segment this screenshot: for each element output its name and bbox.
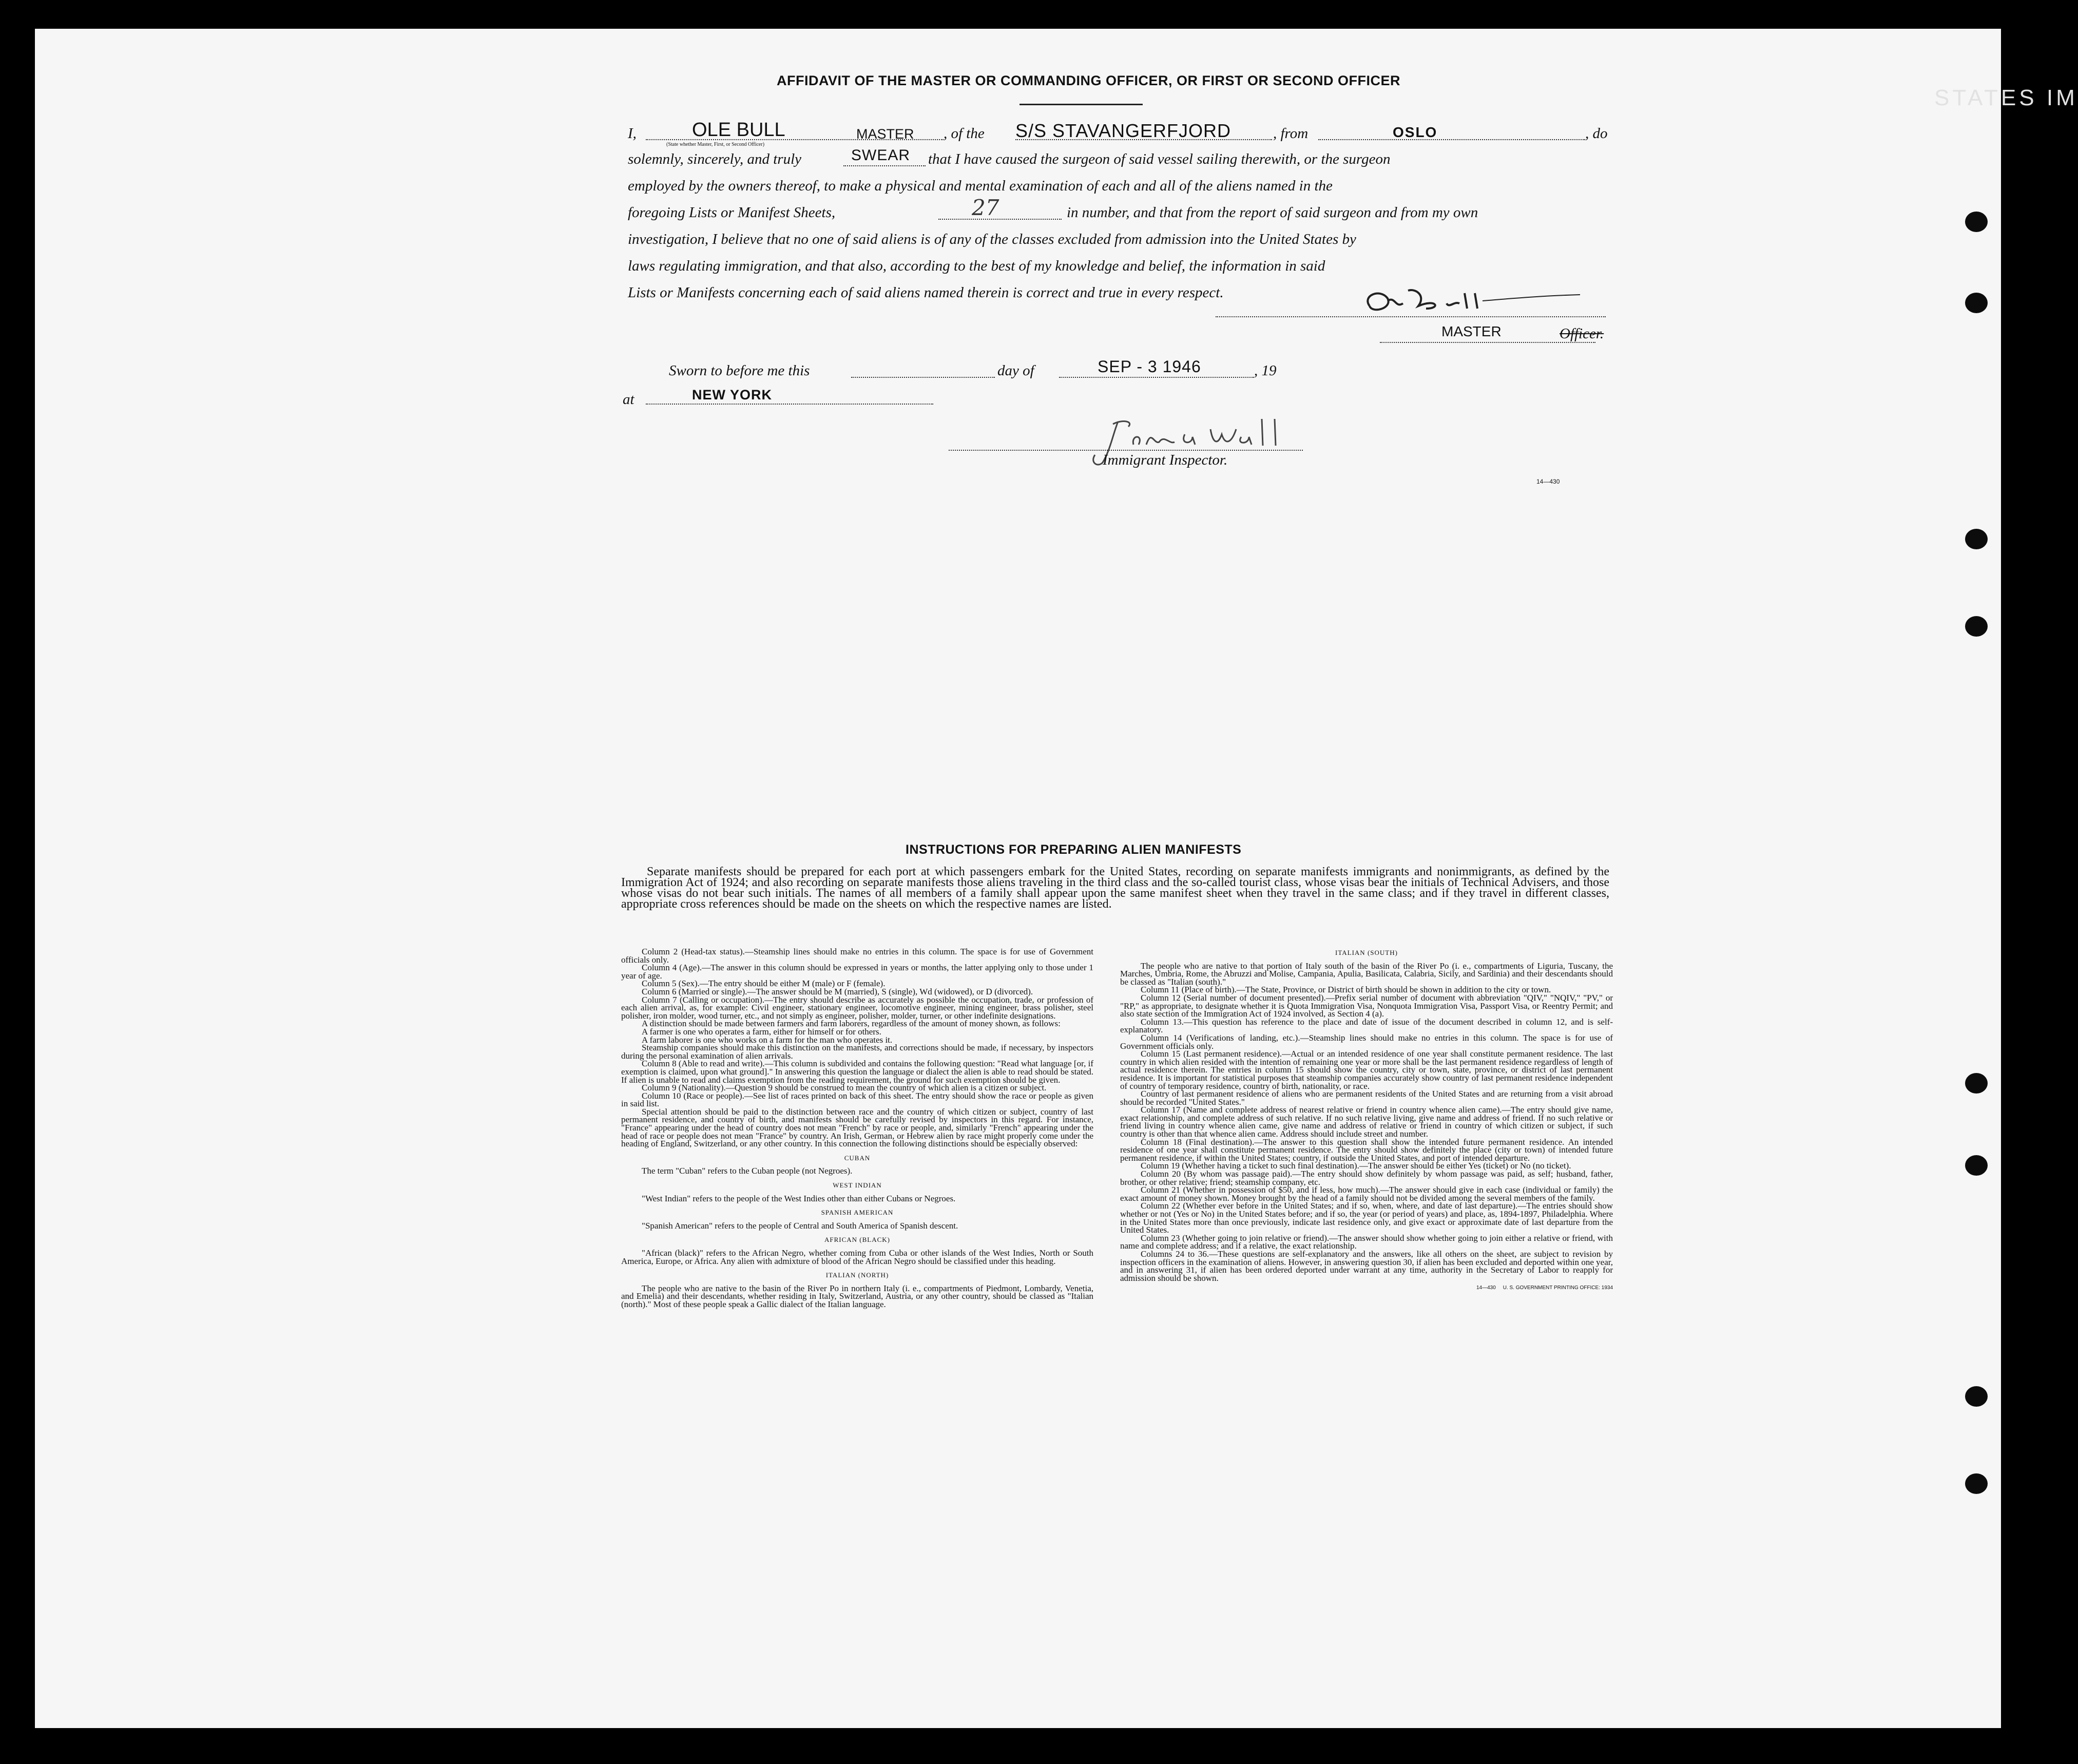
right-para: Column 20 (By whom was passage paid).—The entry should show definitely by whom passage was paid, as self; husband, father, brother, or other relative; friend; steamship company, etc. — [1120, 1169, 1613, 1187]
right-para: Column 21 (Whether in possession of $50, and if less, how much).—The answer should give in each case (individual or family) the exact amount of money shown. Money brought by the head of a family should not be divided among the several members of the family. — [1120, 1185, 1613, 1203]
right-para: The people who are native to that portion of Italy south of the basin of the River Po (i. e., compartments of Liguria, Tuscany, the Marches, Umbria, Rome, the Abruzzi and Molise, Campania, Apulia, Basilicata, Calabria, Sicily, and Sardinia) and their descendants should be classed as "Italian (south)." — [1120, 961, 1613, 987]
footer-form-number: 14—430 — [1476, 1285, 1496, 1291]
day-field-line — [851, 377, 995, 378]
punch-hole — [1965, 1386, 1988, 1407]
section-heading: ITALIAN (SOUTH) — [1335, 949, 1398, 956]
section-heading: SPANISH AMERICAN — [821, 1209, 894, 1217]
line5: investigation, I believe that no one of said aliens is of any of the classes excluded from admission into the United States by — [628, 231, 1356, 247]
section-text: The people who are native to the basin of the River Po in northern Italy (i. e., compartments of Piedmont, Lombardy, Venetia, and Emelia) and their descendants, whether residing in Italy, Switzerland, Austria, or any other country, should be classed as "Italian (north)." Most of these people speak a Gallic dialect of the Italian language. — [621, 1283, 1093, 1309]
right-para: Column 13.—This question has reference to the place and date of issue of the document described in column 12, and is self-explanatory. — [1120, 1017, 1613, 1035]
instructions-left-column — [621, 948, 1093, 1309]
master-name: OLE BULL — [692, 119, 785, 141]
punch-hole — [1965, 1073, 1988, 1094]
left-para: A farm laborer is one who works on a farm for the man who operates it. — [642, 1034, 893, 1045]
left-para: A distinction should be made between farmers and farm laborers, regardless of the amount of money shown, as follows: — [642, 1019, 1061, 1029]
left-para: Column 9 (Nationality).—Question 9 should be construed to mean the country of which alien is a citizen or subject. — [642, 1083, 1047, 1093]
line7: Lists or Manifests concerning each of said aliens named therein is correct and true in every respect. — [628, 284, 1224, 301]
affidavit-i: I, — [628, 125, 637, 142]
left-para: Column 10 (Race or people).—See list of races printed on back of this sheet. The entry should show the race or people as given in said list. — [621, 1090, 1093, 1109]
date-field-line — [1059, 377, 1254, 378]
section-text: "West Indian" refers to the people of the West Indies other than either Cubans or Negroes. — [642, 1193, 956, 1203]
left-para: Steamship companies should make this distinction on the manifests, and corrections should be made, if necessary, by inspectors during the personal examination of alien arrivals. — [621, 1043, 1093, 1061]
vessel-name: S/S STAVANGERFJORD — [1015, 120, 1232, 141]
instructions-intro: Separate manifests should be prepared for each port at which passengers embark for the United States, recording on separate manifests immigrants and nonimmigrants, as defined by the Immigration Act of 1924; and also recording on separate manifests those aliens traveling in the third class and the so-called tourist class, whose visas bear the initials of Technical Advisers, and those whose visas do not bear such initials. The names of all members of a family shall appear upon the same manifest sheet when they travel in the same class; and if they travel in different classes, appropriate cross references should be made on the sheets on which the respective names are listed. — [621, 865, 1609, 911]
section-text: "Spanish American" refers to the people of Central and South America of Spanish descent. — [642, 1220, 958, 1231]
section-heading: ITALIAN (NORTH) — [825, 1271, 889, 1279]
footer-printer: U. S. GOVERNMENT PRINTING OFFICE: 1934 — [1503, 1285, 1613, 1291]
inspector-line — [949, 450, 1303, 451]
punch-hole — [1965, 616, 1988, 637]
day-of-text: day of — [997, 362, 1034, 379]
right-para: Column 14 (Verifications of landing, etc.).—Steamship lines should make no entries in this column. The space is for use of Government officials only. — [1120, 1032, 1613, 1051]
right-para: Column 18 (Final destination).—The answer to this question shall show the intended future permanent residence. An intended residence of one year shall constitute permanent residence. The entry should show definitely the place (city or town) of intended future permanent residence, if within the United States; country, if outside the United States, and port of intended departure. — [1120, 1137, 1613, 1163]
left-para: Column 7 (Calling or occupation).—The entry should describe as accurately as possible the occupation, trade, or profession of each alien arrival, as, for example: Civil engineer, stationary engineer, locomotive engineer, mining engineer, brass polisher, steel polisher, iron molder, wood turner, etc., and not simply as engineer, polisher, molder, turner, or other indefinite designations. — [621, 994, 1093, 1021]
left-para: Column 2 (Head-tax status).—Steamship lines should make no entries in this column. The space is for use of Government officials only. — [621, 947, 1093, 965]
punch-hole — [1965, 293, 1988, 313]
place-field-line — [646, 404, 933, 405]
inspector-label: Immigrant Inspector. — [1103, 452, 1228, 468]
alien-count: 27 — [972, 195, 999, 220]
officer-rank: MASTER — [1441, 323, 1502, 339]
right-para: Column 15 (Last permanent residence).—Actual or an intended residence of one year shall constitute permanent residence. The last country in which alien resided with the intention of remaining one year or more shall be the last permanent residence regardless of length of actual residence therein. The entries in column 15 should show the country, city or town, state, province, or district of last permanent residence. It is important for statistical purposes that steamship companies accurately show country of last permanent residence independent of country of temporary residence, country of birth, nationality, or race. — [1120, 1049, 1613, 1091]
left-para: Column 4 (Age).—The answer in this column should be expressed in years or months, the latter applying only to those under 1 year of age. — [621, 963, 1093, 981]
punch-hole — [1965, 1473, 1988, 1494]
master-signature-image — [1359, 285, 1585, 321]
line2a: solemnly, sincerely, and truly — [628, 151, 802, 167]
line4a: foregoing Lists or Manifest Sheets, — [628, 204, 836, 221]
manifest-sheet — [35, 29, 2078, 1728]
count-field-line — [938, 219, 1062, 220]
officer-line — [1380, 342, 1595, 343]
right-para: Columns 24 to 36.—These questions are self-explanatory and the answers, like all others on the sheet, are subject to revision by inspection officers in the examination of aliens. However, in answering question 30, if alien has been excluded and deported within one year, and in answering 31, if alien has been ordered deported under warrant at any time, authority in the Secretary of Labor to reapply for admission should be shown. — [1120, 1249, 1613, 1283]
do-text: , do — [1585, 125, 1608, 142]
line4b: in number, and that from the report of said surgeon and from my own — [1067, 204, 1478, 221]
rank-note: (State whether Master, First, or Second Officer) — [666, 142, 765, 147]
at-text: at — [623, 391, 634, 408]
oath-field-line — [843, 165, 926, 166]
oath-word: SWEAR — [851, 147, 911, 164]
section-heading: WEST INDIAN — [833, 1181, 882, 1190]
line3: employed by the owners thereof, to make a physical and mental examination of each and all of the aliens named in the — [628, 178, 1333, 194]
right-para: Column 12 (Serial number of document presented).—Prefix serial number of document with abbreviation "QIV," "NQIV," "PV," or "RP," as appropriate, to designate whether it is Quota Immigration Visa, Nonquota Immigration Visa, Passport Visa, or Reentry Permit; and also state section of the Immigration Act of 1924 involved, as Section 4 (a). — [1120, 992, 1613, 1019]
left-para: A farmer is one who operates a farm, either for himself or for others. — [642, 1026, 881, 1037]
right-para: Column 11 (Place of birth).—The State, Province, or District of birth should be shown in addition to the city or town. — [1141, 985, 1551, 995]
section-heading: AFRICAN (BLACK) — [824, 1236, 891, 1244]
punch-hole — [1965, 212, 1988, 232]
footer-line — [1120, 1284, 1613, 1292]
punch-hole — [1965, 529, 1988, 549]
right-para: Column 23 (Whether going to join relative or friend).—The answer should show whether going to join either a relative or friend, with name and complete address; and if a relative, the exact relationship. — [1120, 1233, 1613, 1251]
right-para: Country of last permanent residence of aliens who are permanent residents of the United States and are returning from a visit abroad should be recorded "United States." — [1120, 1089, 1613, 1107]
instructions-title: INSTRUCTIONS FOR PREPARING ALIEN MANIFESTS — [906, 842, 1242, 857]
from-text: , from — [1273, 125, 1309, 142]
punch-hole — [1965, 1155, 1988, 1176]
left-para: Column 6 (Married or single).—The answer should be M (married), S (single), Wd (widowed), or D (divorced). — [642, 986, 1033, 996]
year-prefix: , 19 — [1254, 362, 1277, 379]
line2b: that I have caused the surgeon of said vessel sailing therewith, or the surgeon — [928, 151, 1391, 167]
rank-value: MASTER — [856, 126, 914, 142]
affidavit-title: AFFIDAVIT OF THE MASTER OR COMMANDING OFFICER, OR FIRST OR SECOND OFFICER — [777, 73, 1400, 88]
form-number: 14—430 — [1536, 478, 1560, 485]
of-the-text: , of the — [944, 125, 985, 142]
date-stamp: SEP - 3 1946 — [1098, 357, 1201, 376]
right-para: Column 22 (Whether ever before in the United States; and if so, when, where, and date of last departure).—The entries should show whether or not (Yes or No) in the United States before; and if so, the year (or period of years) and place, as, 1894-1897, Philadelphia. Where in the United States more than once previously, indicate last residence only, and give exact or approximate date of last departure from the United States. — [1120, 1201, 1613, 1235]
port-field-line — [1318, 139, 1585, 140]
place-stamp: NEW YORK — [692, 387, 773, 402]
instructions-right-column — [1120, 943, 1613, 1292]
left-para: Special attention should be paid to the distinction between race and the country of which citizen or subject, country of last permanent residence, and country of birth, and manifests should be carefully revised by inspectors in this regard. For instance, "France" appearing under the head of country does not mean "French" by race or people, and, similarly "French" appearing under the head of race or people does not mean "France" by country. An Irish, German, or Hebrew alien by race might properly come under the heading of England, Switzerland, or any other country. In this connection the following distinctions should be especially observed: — [621, 1106, 1093, 1149]
section-text: "African (black)" refers to the African Negro, whether coming from Cuba or other islands of the West Indies, North or South America, Europe, or Africa. Any alien with admixture of blood of the African Negro should be classified under this heading. — [621, 1248, 1093, 1266]
right-para: Column 17 (Name and complete address of nearest relative or friend in country whence alien came).—The entry should give name, exact relationship, and complete address of such relative. If no such relative living, give name and address of friend. If no such relative or friend living in country whence alien came, give name and address of relative or friend in country of which citizen or subject, if such country is other than that whence alien came. Address should include street and number. — [1120, 1105, 1613, 1139]
line6: laws regulating immigration, and that also, according to the best of my knowledge and belief, the information in said — [628, 258, 1325, 274]
right-para: Column 19 (Whether having a ticket to such final destination).—The answer should be either Yes (ticket) or No (no ticket). — [1141, 1161, 1571, 1171]
section-heading: CUBAN — [844, 1154, 871, 1162]
left-para: Column 8 (Able to read and write).—This column is subdivided and contains the following question: "Read what language [or, if exemption is claimed, upon what ground]." In answering this question the language or dialect the alien is able to read should be stated. If alien is unable to read and claims exemption from the reading requirement, the ground for such exemption should be given. — [621, 1059, 1093, 1085]
bleed-through-text: STATES IM — [1934, 85, 2078, 110]
title-rule — [1019, 104, 1143, 105]
section-text: The term "Cuban" refers to the Cuban people (not Negroes). — [642, 1166, 853, 1176]
sworn-text: Sworn to before me this — [669, 362, 810, 379]
departure-port: OSLO — [1393, 124, 1438, 140]
officer-label: Officer. — [1560, 325, 1604, 342]
left-para: Column 5 (Sex).—The entry should be either M (male) or F (female). — [642, 979, 886, 989]
